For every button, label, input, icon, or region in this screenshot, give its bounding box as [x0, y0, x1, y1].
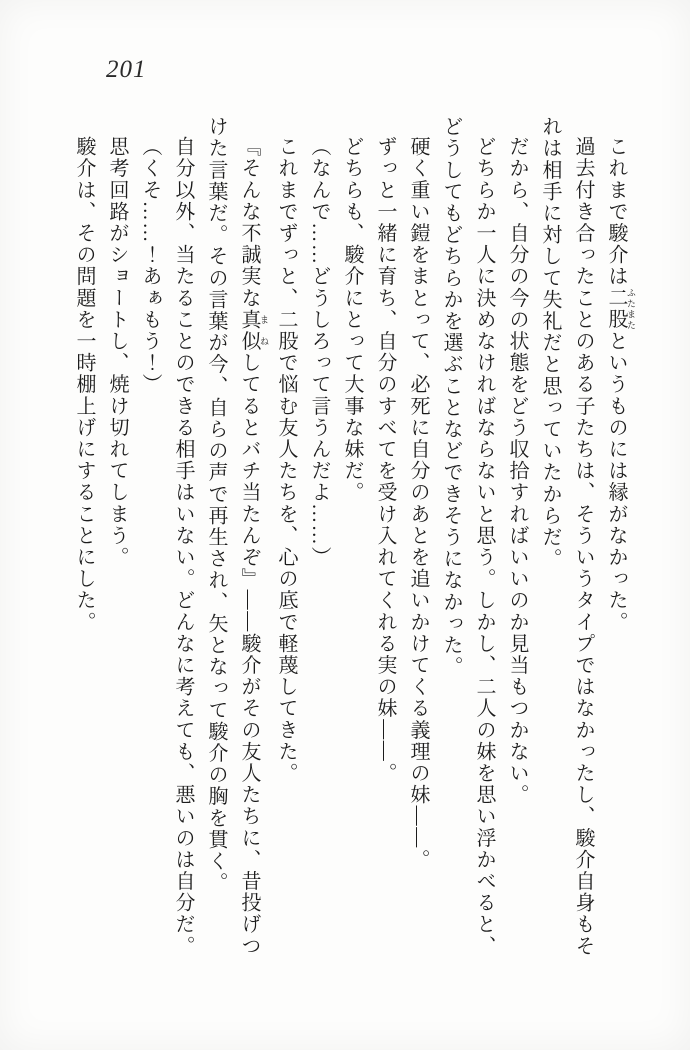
paragraph: 思考回路がショートし、焼け切れてしまう。: [106, 136, 128, 568]
ruby-annotated-word: 真似 まね: [238, 308, 269, 353]
paragraph: どちらか一人に決めなければならないと思う。しかし、二人の妹を思い浮かべると、どうしてもどちらかを選ぶことなどできそうになかった。: [440, 116, 495, 957]
paragraph: ずっと一緒に育ち、自分のすべてを受け入れてくれる実の妹――。: [374, 136, 396, 784]
paragraph: 過去付き合ったことのある子たちは、そういうタイプではなかったし、駿介自身もそれは相手に対して失礼だと思っていたからだ。: [539, 116, 594, 957]
paragraph: だから、自分の今の状態をどう収拾すればいいのか見当もつかない。: [506, 136, 528, 806]
paragraph: これまで駿介は二股 ふたまたというものには縁がなかった。: [605, 136, 636, 633]
paragraph: 駿介は、その問題を一時棚上げにすることにした。: [73, 136, 95, 633]
paragraph: 自分以外、当たることのできる相手はいない。どんなに考えても、悪いのは自分だ。: [172, 136, 194, 957]
text-block: [72, 116, 636, 958]
ruby-annotated-word: 二股 ふたまた: [605, 287, 636, 331]
furigana: まね: [259, 308, 269, 353]
paragraph: （くそ……！あぁもう！）: [139, 136, 161, 396]
furigana: ふたまた: [626, 287, 636, 331]
page-number: 201: [106, 56, 147, 83]
paragraph: これまでずっと、二股で悩む友人たちを、心の底で軽蔑してきた。: [275, 136, 297, 784]
paragraph: （なんで……どうしろって言うんだよ……）: [308, 136, 330, 568]
paragraph: 硬く重い鎧をまとって、必死に自分のあとを追いかけてくる義理の妹――。: [407, 136, 429, 871]
paragraph: 『そんな不誠実な真似 まねしてるとバチ当たんぞ』――駿介がその友人たちに、昔投げつけた言葉だ。その言葉が今、自らの声で再生され、矢となって駿介の胸を貫く。: [205, 116, 269, 957]
paragraph: どちらも、駿介にとって大事な妹だ。: [341, 136, 363, 504]
